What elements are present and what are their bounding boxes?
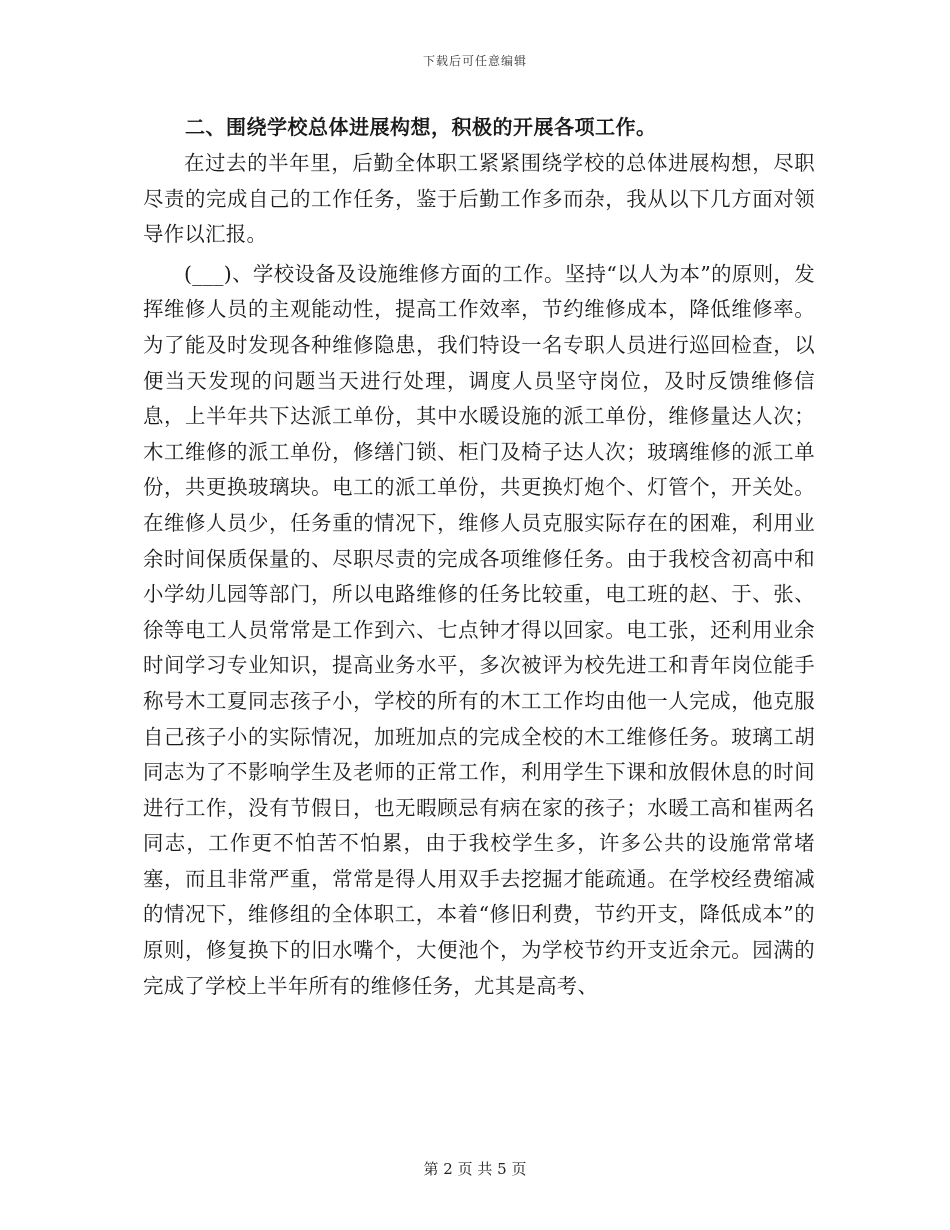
paragraph-intro: 在过去的半年里，后勤全体职工紧紧围绕学校的总体进展构想，尽职尽责的完成自己的工作任务，鉴于后勤工作多而杂，我从以下几方面对领导作以汇报。 [143,151,815,247]
page-header-note: 下载后可任意编辑 [422,54,527,68]
document-body [143,108,815,1004]
section-heading: 二、围绕学校总体进展构想，积极的开展各项工作。 [185,115,657,139]
paragraph-maintenance: (___)、学校设备及设施维修方面的工作。坚持“以人为本”的原则，发挥维修人员的主观能动性，提高工作效率，节约维修成本，降低维修率。为了能及时发现各种维修隐患，我们特设一名专职人员进行巡回检查，以便当天发现的问题当天进行处理，调度人员坚守岗位，及时反馈维修信息，上半年共下达派工单份，其中水暖设施的派工单份，维修量达人次；木工维修的派工单份，修缮门锁、柜门及椅子达人次；玻璃维修的派工单份，共更换玻璃块。电工的派工单份，共更换灯炮个、灯管个，开关处。在维修人员少，任务重的情况下，维修人员克服实际存在的困难，利用业余时间保质保量的、尽职尽责的完成各项维修任务。由于我校含初高中和小学幼儿园等部门，所以电路维修的任务比较重，电工班的赵、于、张、徐等电工人员常常是工作到六、七点钟才得以回家。电工张，还利用业余时间学习专业知识，提高业务水平，多次被评为校先进工和青年岗位能手称号木工夏同志孩子小，学校的所有的木工工作均由他一人完成，他克服自己孩子小的实际情况，加班加点的完成全校的木工维修任务。玻璃工胡同志为了不影响学生及老师的正常工作，利用学生下课和放假休息的时间进行工作，没有节假日，也无暇顾忌有病在家的孩子；水暖工高和崔两名同志，工作更不怕苦不怕累，由于我校学生多，许多公共的设施常常堵塞，而且非常严重，常常是得人用双手去挖掘才能疏通。在学校经费缩减的情况下，维修组的全体职工，本着“修旧利费，节约开支，降低成本”的原则，修复换下的旧水嘴个，大便池个，为学校节约开支近余元。园满的完成了学校上半年所有的维修任务，尤其是高考、 [143,261,815,998]
page-number: 第 2 页 共 5 页 [423,1160,527,1178]
